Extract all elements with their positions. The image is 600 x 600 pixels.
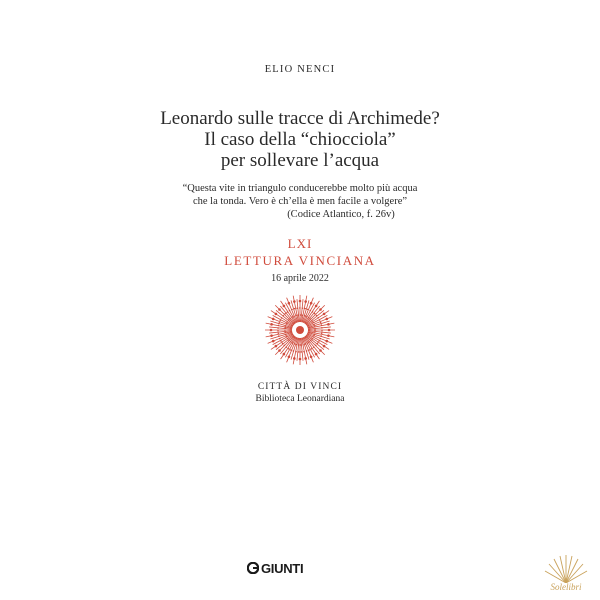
rosette-dot: [304, 357, 307, 360]
rosette-dot: [310, 355, 313, 358]
rosette-dot: [319, 349, 322, 352]
title-line-3: per sollevare l’acqua: [220, 150, 380, 171]
rosette-dot: [299, 300, 302, 303]
solelibri-logo-text: Solelibri: [550, 582, 582, 592]
rosette-dot: [304, 300, 307, 303]
rosette-dot: [270, 329, 273, 332]
rosette-dot: [283, 305, 286, 308]
rosette-dot: [270, 323, 273, 326]
rosette-dot: [310, 302, 313, 305]
rosette-dot: [278, 308, 281, 311]
title-line-2: Il caso della “chiocciola”: [204, 129, 396, 150]
rosette-dot: [325, 340, 328, 343]
solelibri-logo: [538, 553, 594, 597]
rosette-dot: [293, 357, 296, 360]
title-line-1: Leonardo sulle tracce di Archimede?: [160, 108, 440, 129]
rosette-dot: [283, 353, 286, 356]
rosette-dot: [319, 308, 322, 311]
epigraph-citation: (Codice Atlantico, f. 26v): [287, 209, 395, 220]
rosette-dot: [327, 323, 330, 326]
rosette-dot: [272, 340, 275, 343]
rosette-dot: [315, 305, 318, 308]
rosette-dot: [323, 345, 326, 348]
publisher-library: Biblioteca Leonardiana: [255, 394, 345, 404]
series-number: LXI: [287, 236, 313, 251]
rosette-dot: [278, 349, 281, 352]
giunti-mark-icon: [247, 562, 259, 574]
rosette-dot: [323, 313, 326, 316]
rosette-dot: [299, 358, 302, 361]
author-name: ELIO NENCI: [264, 64, 336, 75]
rosette-dot: [288, 302, 291, 305]
rosette-dot: [328, 329, 331, 332]
rosette-dot: [315, 353, 318, 356]
rosette-ray: [276, 335, 294, 350]
rosette-dot: [327, 334, 330, 337]
rosette-dot: [272, 318, 275, 321]
lecture-date: 16 aprile 2022: [271, 273, 329, 284]
book-title: [0, 108, 600, 171]
rosette-dot: [325, 318, 328, 321]
rosette-emblem-icon: [263, 293, 337, 367]
series-name: LETTURA VINCIANA: [224, 253, 376, 268]
sun-rays-icon: [538, 553, 594, 583]
rosette-dot: [275, 345, 278, 348]
rosette-dot: [275, 313, 278, 316]
rosette-dot: [293, 300, 296, 303]
rosette-dot: [288, 355, 291, 358]
epigraph-line-2: che la tonda. Vero è ch’ella è men facile a volgere”: [192, 196, 408, 207]
epigraph: [0, 182, 600, 221]
epigraph-line-1: “Questa vite in triangulo conducerebbe molto più acqua: [182, 183, 418, 194]
giunti-logo-text: GIUNTI: [261, 560, 304, 576]
publisher-city: CITTÀ DI VINCI: [257, 382, 343, 392]
rosette-dot: [270, 334, 273, 337]
giunti-logo: [247, 561, 303, 575]
